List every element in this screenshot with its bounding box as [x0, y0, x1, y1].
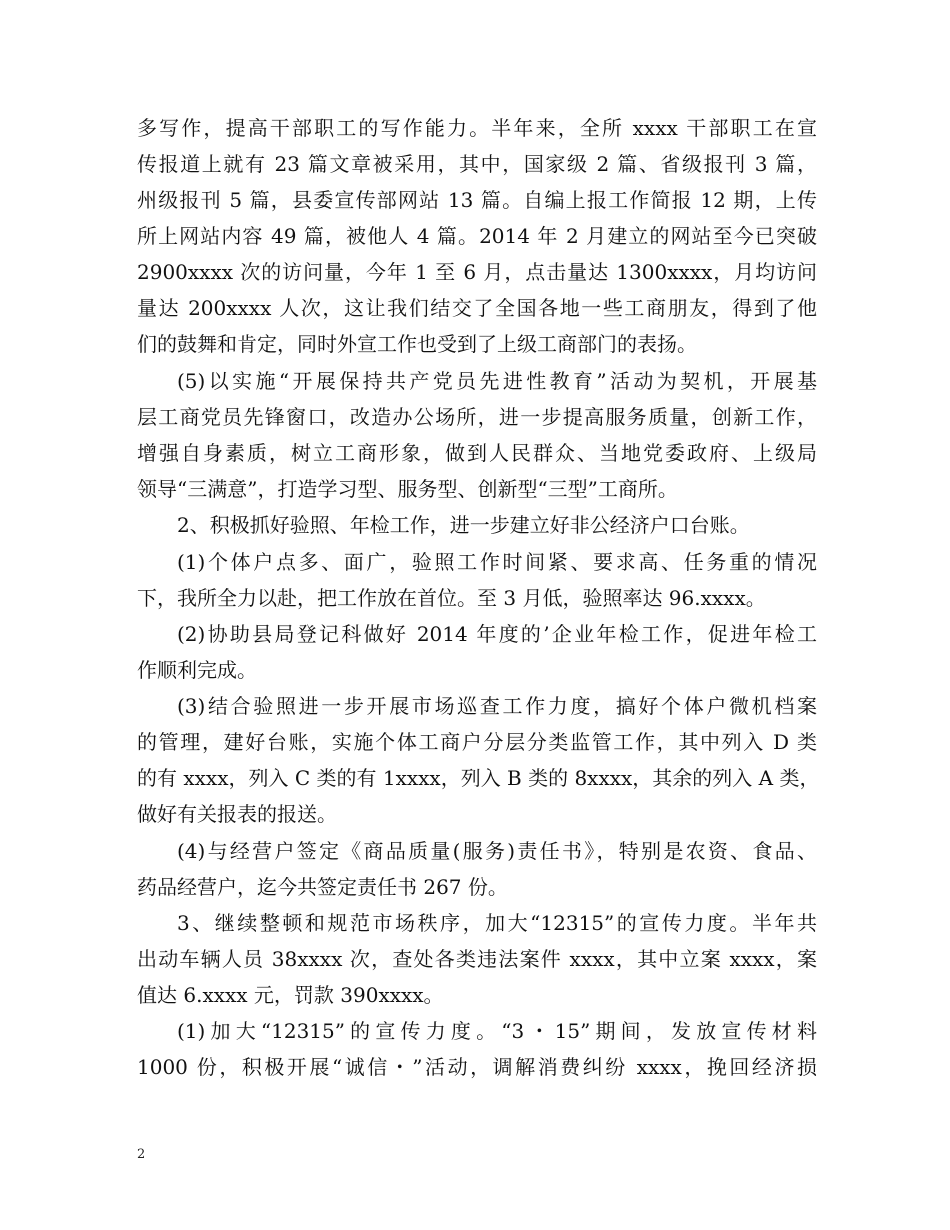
body-text-line: 增强自身素质，树立工商形象，做到人民群众、当地党委政府、上级局	[137, 441, 817, 465]
body-text-line: (1)个体户点多、面广，验照工作时间紧、要求高、任务重的情况	[177, 550, 817, 574]
body-text-line: (1)加大“12315”的宣传力度。“3・15”期间，发放宣传材料	[177, 1019, 817, 1043]
body-text-line: 传报道上就有 23 篇文章被采用，其中，国家级 2 篇、省级报刊 3 篇，	[137, 152, 817, 176]
body-text-line: 1000 份，积极开展“诚信・”活动，调解消费纠纷 xxxx，挽回经济损	[137, 1055, 817, 1079]
body-text-line: 多写作，提高干部职工的写作能力。半年来，全所 xxxx 干部职工在宣	[137, 116, 817, 140]
page-number: 2	[137, 1147, 146, 1162]
body-text-line: 3、继续整顿和规范市场秩序，加大“12315”的宣传力度。半年共	[177, 911, 817, 935]
body-text-line: 药品经营户，迄今共签定责任书 267 份。	[137, 875, 508, 899]
body-text-line: 2900xxxx 次的访问量，今年 1 至 6 月，点击量达 1300xxxx，月均访问	[137, 260, 817, 284]
body-text-line: (4)与经营户签定《商品质量(服务)责任书》，特别是农资、食品、	[177, 839, 817, 863]
body-text-line: 的管理，建好台账，实施个体工商户分层分类监管工作，其中列入 D 类	[137, 730, 817, 754]
body-text-line: 作顺利完成。	[137, 658, 257, 682]
body-text-line: 2、积极抓好验照、年检工作，进一步建立好非公经济户口台账。	[177, 513, 750, 537]
body-text-line: 值达 6.xxxx 元，罚款 390xxxx。	[137, 983, 444, 1007]
body-text-line: (3)结合验照进一步开展市场巡查工作力度，搞好个体户微机档案	[177, 694, 817, 718]
body-text-line: 们的鼓舞和肯定，同时外宣工作也受到了上级工商部门的表扬。	[137, 332, 697, 356]
body-text-line: 出动车辆人员 38xxxx 次，查处各类违法案件 xxxx，其中立案 xxxx，案	[137, 947, 817, 971]
body-text-line: 量达 200xxxx 人次，这让我们结交了全国各地一些工商朋友，得到了他	[137, 296, 817, 320]
body-text-line: 州级报刊 5 篇，县委宣传部网站 13 篇。自编上报工作简报 12 期，上传	[137, 188, 817, 212]
body-text-line: 所上网站内容 49 篇，被他人 4 篇。2014 年 2 月建立的网站至今已突破	[137, 224, 817, 248]
body-text-line: 领导“三满意”，打造学习型、服务型、创新型“三型”工商所。	[137, 477, 678, 501]
body-text-line: 下，我所全力以赴，把工作放在首位。至 3 月低，验照率达 96.xxxx。	[137, 586, 766, 610]
body-text-line: (5)以实施“开展保持共产党员先进性教育”活动为契机，开展基	[177, 369, 817, 393]
body-text-line: 做好有关报表的报送。	[137, 802, 337, 826]
body-text-line: 的有 xxxx，列入 C 类的有 1xxxx，列入 B 类的 8xxxx，其余的列入 A 类，	[137, 766, 820, 790]
body-text-line: 层工商党员先锋窗口，改造办公场所，进一步提高服务质量，创新工作，	[137, 405, 817, 429]
body-text-line: (2)协助县局登记科做好 2014 年度的’企业年检工作，促进年检工	[177, 622, 817, 646]
